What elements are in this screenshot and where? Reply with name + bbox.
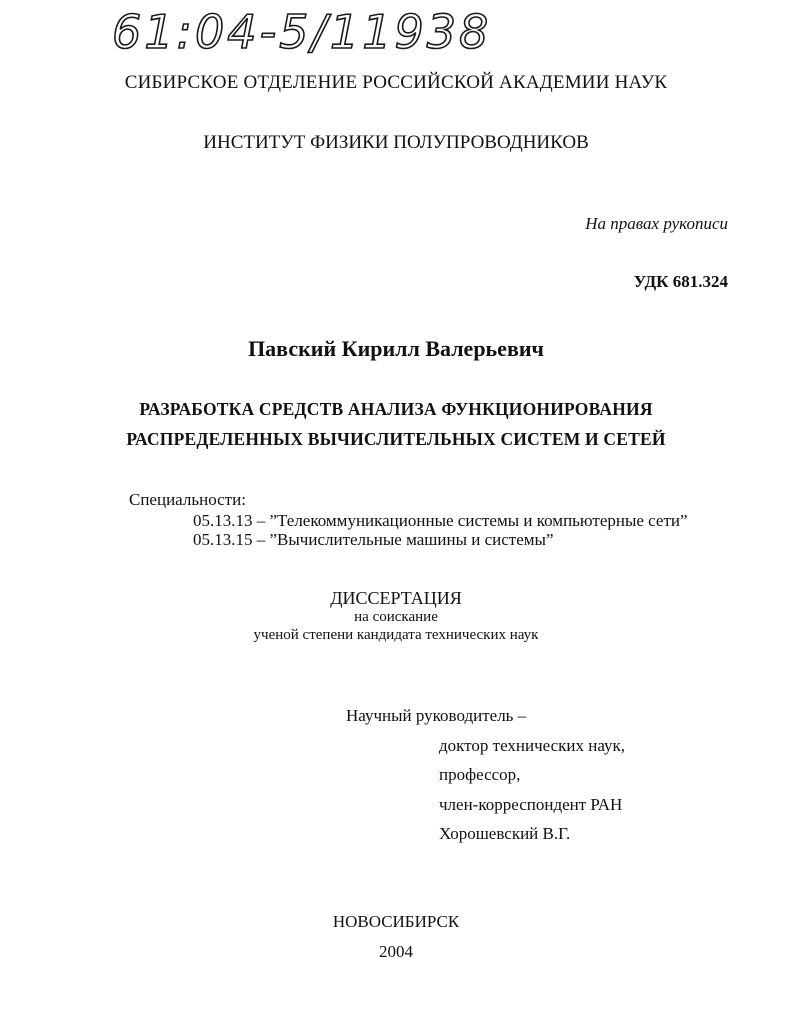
degree-line-2: ученой степени кандидата технических наук — [253, 627, 539, 643]
institute-name: ИНСТИТУТ ФИЗИКИ ПОЛУПРОВОДНИКОВ — [203, 132, 589, 153]
degree-line-1: на соискание — [354, 609, 438, 625]
supervisor-degree: доктор технических наук, — [439, 736, 626, 755]
udc-code: УДК 681.324 — [633, 272, 728, 291]
thesis-title-line-1: РАЗРАБОТКА СРЕДСТВ АНАЛИЗА ФУНКЦИОНИРОВАНИЯ — [139, 399, 653, 419]
supervisor-membership: член-корреспондент РАН — [439, 795, 623, 814]
specialty-item: 05.13.15 – ”Вычислительные машины и системы” — [193, 530, 554, 549]
handwritten-archive-code — [112, 2, 492, 60]
organization-name: СИБИРСКОЕ ОТДЕЛЕНИЕ РОССИЙСКОЙ АКАДЕМИИ НАУК — [124, 72, 668, 93]
thesis-title-line-2: РАСПРЕДЕЛЕННЫХ ВЫЧИСЛИТЕЛЬНЫХ СИСТЕМ И СЕТЕЙ — [126, 429, 666, 449]
handwritten-archive-code-text: 61:04-5/11938 — [112, 5, 492, 59]
city: НОВОСИБИРСК — [332, 912, 460, 931]
supervisor-label: Научный руководитель – — [346, 706, 527, 725]
specialty-item: 05.13.13 – ”Телекоммуникационные системы и компьютерные сети” — [193, 511, 688, 530]
year: 2004 — [379, 942, 413, 961]
manuscript-note: На правах рукописи — [585, 214, 728, 233]
author-name: Павский Кирилл Валерьевич — [248, 336, 544, 361]
specialties-label: Специальности: — [129, 490, 246, 509]
document-type: ДИССЕРТАЦИЯ — [330, 588, 462, 608]
supervisor-name: Хорошевский В.Г. — [439, 824, 571, 843]
supervisor-title: профессор, — [439, 765, 521, 784]
